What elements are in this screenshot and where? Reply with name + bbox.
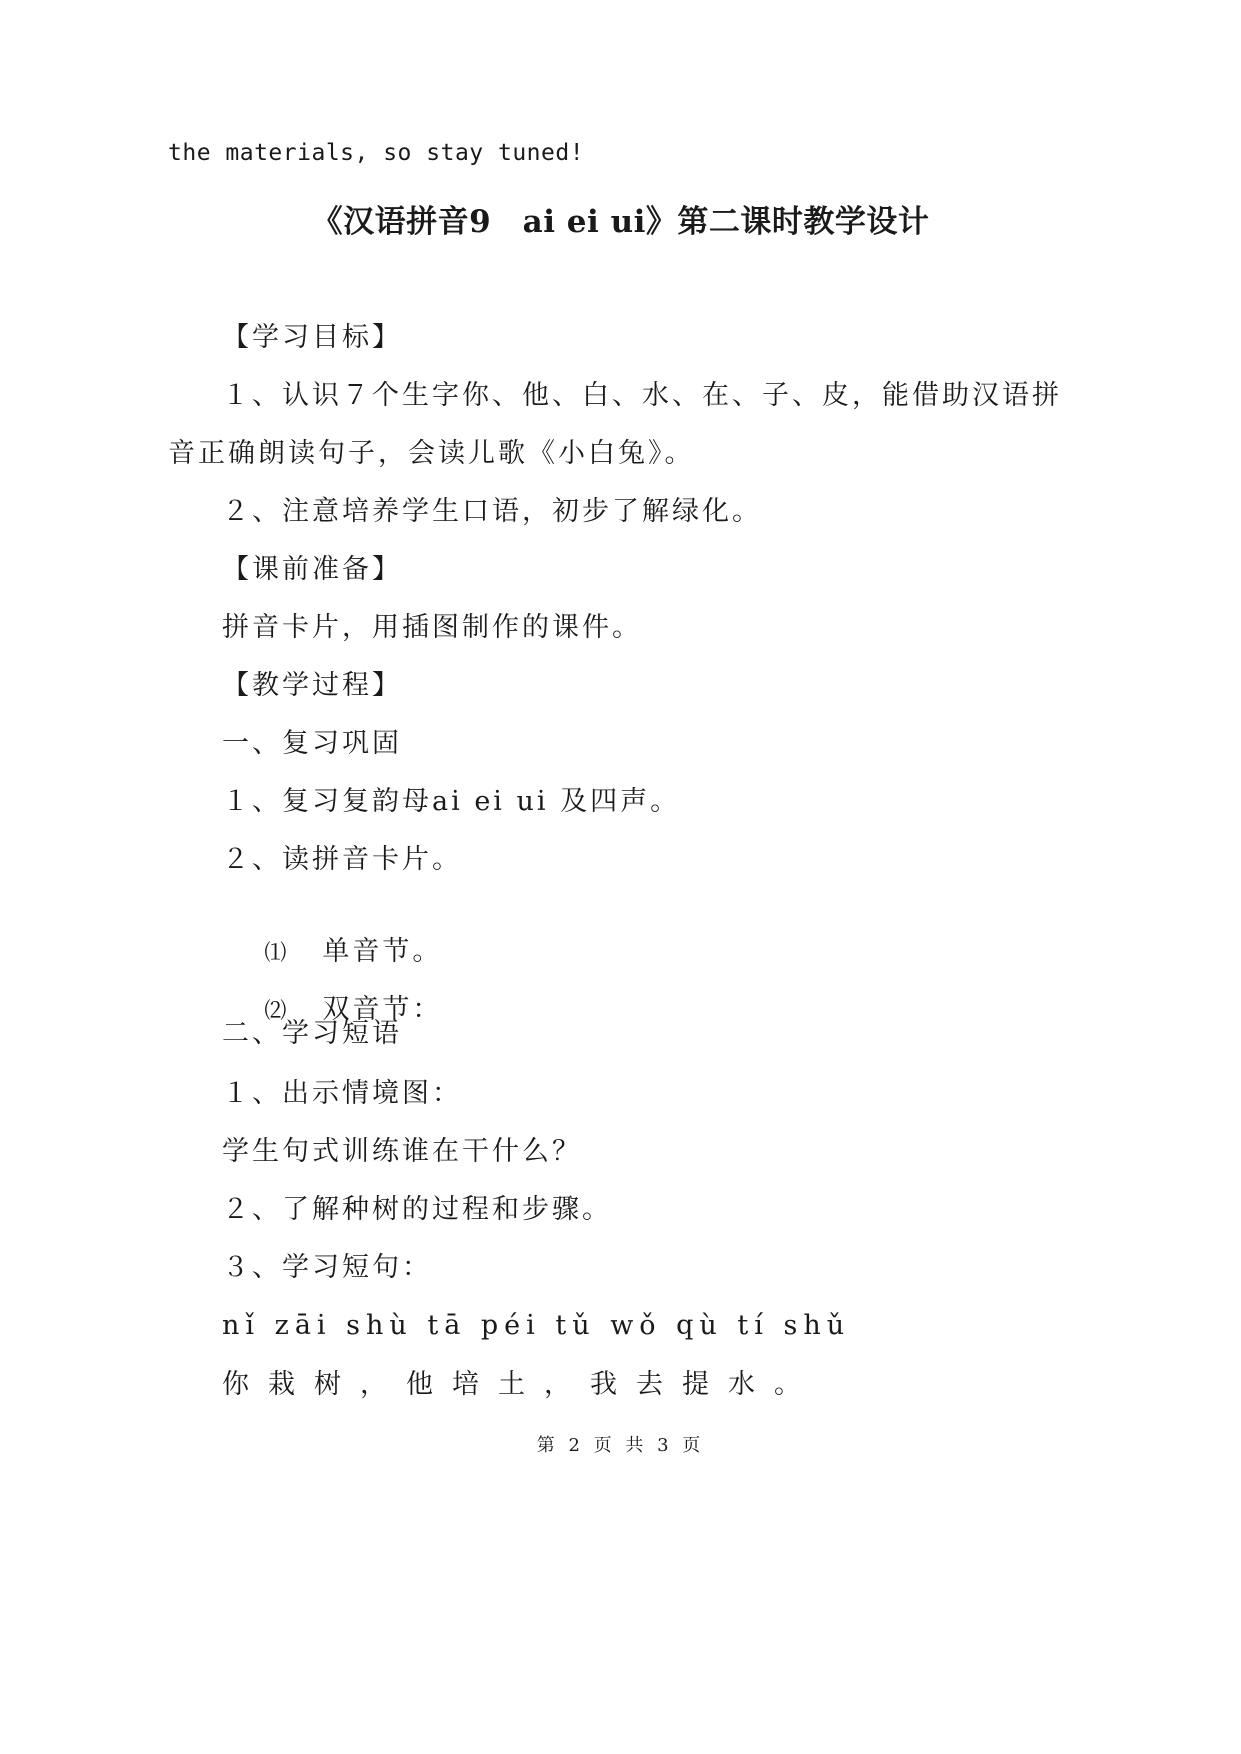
part-2-item-1-text: 学生句式训练谁在干什么？ [222, 1136, 582, 1167]
list-text: 双音节： [322, 994, 443, 1025]
objective-1-line1: １、认识７个生字你、他、白、水、在、子、皮，能借助汉语拼 [222, 380, 1062, 411]
objective-1-line2: 音正确朗读句子，会读儿歌《小白兔》。 [168, 438, 695, 469]
prep-text: 拼音卡片，用插图制作的课件。 [222, 612, 642, 643]
list-marker: ⑴ [264, 941, 287, 966]
part-1-item-2: ２、读拼音卡片。 [222, 844, 462, 875]
page-footer: 第 2 页 共 3 页 [536, 1435, 705, 1456]
prep-heading: 【课前准备】 [222, 554, 402, 585]
part-1-item-1: １、复习复韵母ai ei ui 及四声。 [222, 786, 681, 817]
part-2-heading: 二、学习短语 [222, 1018, 402, 1049]
pinyin-line: nǐ zāi shù tā péi tǔ wǒ qù tí shǔ [222, 1310, 851, 1341]
part-1-heading: 一、复习巩固 [222, 728, 402, 759]
list-text: 单音节。 [322, 936, 443, 967]
list-marker: ⑵ [264, 999, 287, 1024]
part-2-item-1: １、出示情境图： [222, 1078, 462, 1109]
process-heading: 【教学过程】 [222, 670, 402, 701]
part-2-item-2: ２、了解种树的过程和步骤。 [222, 1194, 612, 1225]
document-title: 《汉语拼音9 ai ei ui》第二课时教学设计 [311, 204, 930, 240]
objectives-heading: 【学习目标】 [222, 322, 402, 353]
objective-2: ２、注意培养学生口语，初步了解绿化。 [222, 496, 762, 527]
hanzi-line: 你栽树，他培土，我去提水。 [222, 1369, 820, 1400]
part-2-item-3: ３、学习短句： [222, 1252, 432, 1283]
header-note: the materials, so stay tuned! [168, 140, 585, 166]
